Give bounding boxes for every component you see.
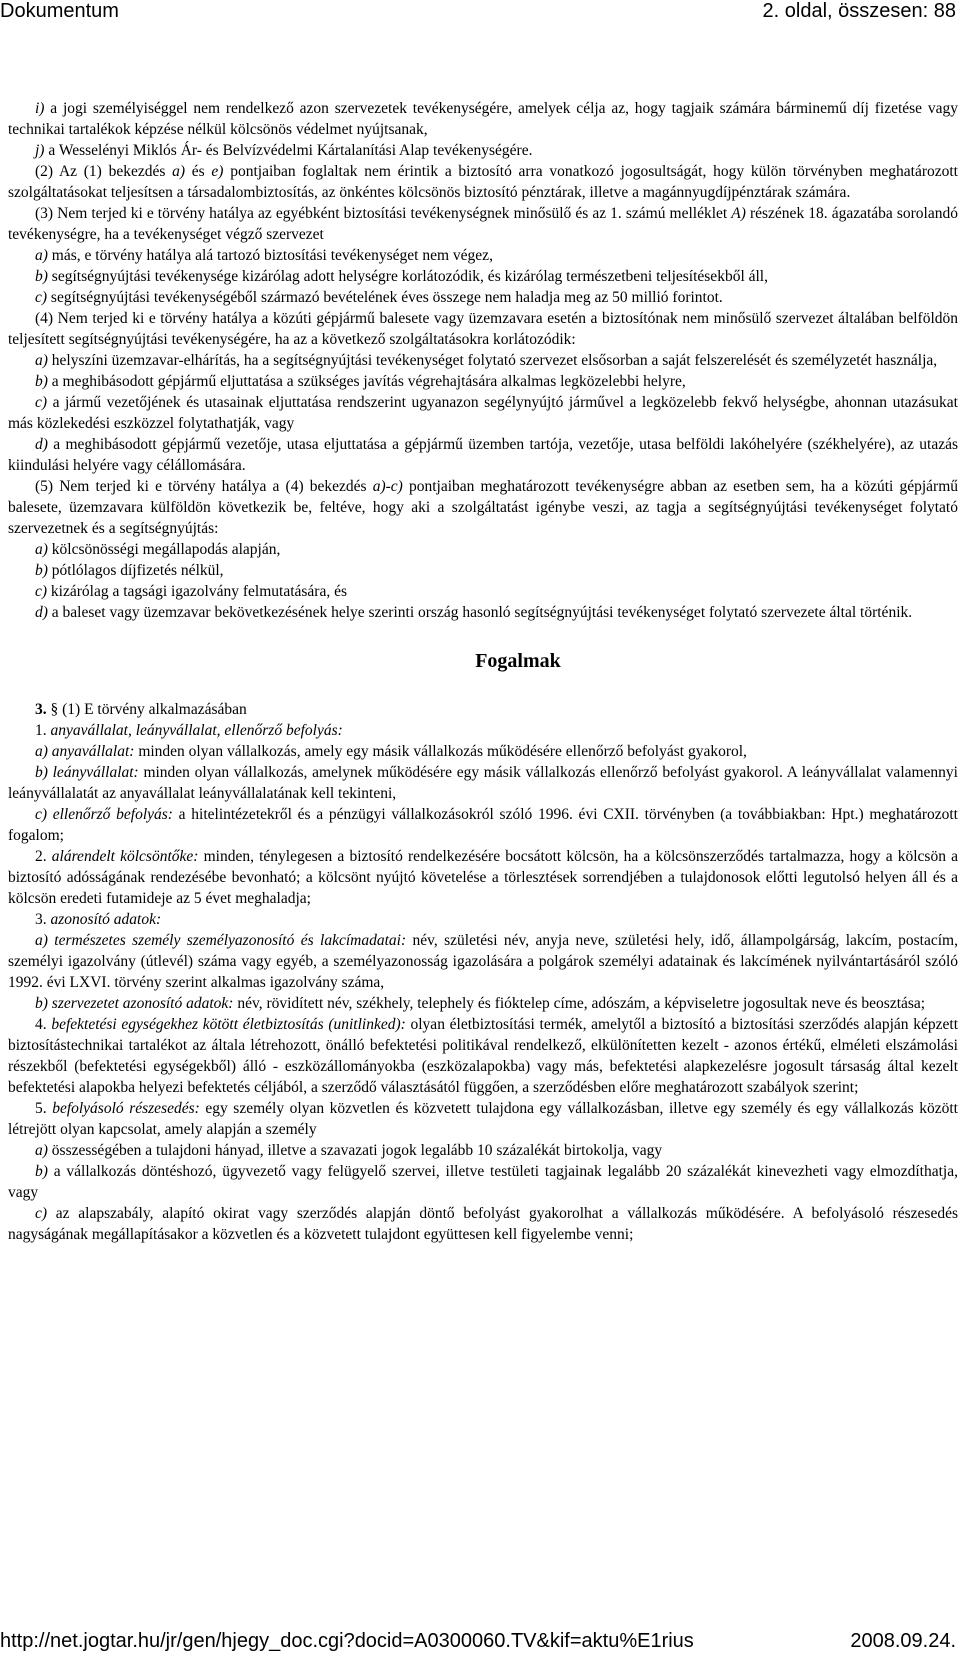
text-run: részének 18. ágazatába sorolandó tevékenységre, ha a tevékenységet végző szervezet bbox=[8, 205, 958, 243]
text-run: alárendelt kölcsöntőke: bbox=[51, 848, 199, 865]
text-run: befolyásoló részesedés: bbox=[52, 1100, 200, 1117]
page-counter: 2. oldal, összesen: 88 bbox=[762, 0, 956, 22]
text-run: e) bbox=[211, 163, 224, 180]
text-run: a)-c) bbox=[372, 478, 403, 495]
text-run: b) bbox=[35, 268, 48, 285]
text-run: kizárólag a tagsági igazolvány felmutatására, és bbox=[47, 583, 348, 600]
text-run: a) bbox=[35, 352, 48, 369]
text-run: 3. bbox=[35, 911, 51, 928]
text-run: a Wesselényi Miklós Ár- és Belvízvédelmi Kártalanítási Alap tevékenységére. bbox=[44, 142, 533, 159]
text-run: c) ellenőrző befolyás: bbox=[35, 806, 173, 823]
text-run: b) bbox=[35, 373, 48, 390]
paragraph bbox=[8, 245, 958, 266]
text-run: a jármű vezetőjének és utasainak eljuttatása rendszerint ugyanazon segélynyújtó járművel a legközelebb fekvő helységbe, ahonnan utazásukat más közlekedési eszközzel folytathatják, vagy bbox=[8, 394, 958, 432]
text-run: (2) Az (1) bekezdés bbox=[35, 163, 173, 180]
text-run: az alapszabály, alapító okirat vagy szerződés alapján döntő befolyást gyakorolhat a vállalkozás működésére. A befolyásoló részesedés nagyságának megállapításakor a közvetlen és a közvetett tulajdont együttesen kell figyelembe venni; bbox=[8, 1205, 958, 1243]
paragraph bbox=[8, 308, 958, 350]
text-run: segítségnyújtási tevékenységéből származó bevételének éves összege nem haladja meg az 50 millió forintot. bbox=[47, 289, 723, 306]
paragraph bbox=[8, 140, 958, 161]
paragraph bbox=[8, 1098, 958, 1140]
paragraph bbox=[8, 203, 958, 245]
paragraph bbox=[8, 434, 958, 476]
text-run: olyan életbiztosítási termék, amelytől a biztosító a biztosítási szerződés alapján képzett biztosítástechnikai tartalékot az általa létrehozott, önálló befektetési politikával rendelkező, elkülönítetten kezelt - azonos értékű, elméleti elszámolási részekből (befektetési egységekből) álló - eszközállományokba (eszközalapokba) vagy más, befektetési alapkezelésre jogosult társaság által kezelt befektetési alapokba helyezi befektetés céljából, a szerződő választásától függően, a szerződésben előre meghatározott szabályok szerint; bbox=[8, 1016, 958, 1096]
paragraph bbox=[8, 909, 958, 930]
text-run: egy személy olyan közvetlen és közvetett tulajdona egy vállalkozásban, illetve egy személy és egy vállalkozás között létrejött olyan kapcsolat, amely alapján a személy bbox=[8, 1100, 958, 1138]
document-title: Dokumentum bbox=[0, 0, 119, 22]
text-run: és bbox=[185, 163, 212, 180]
text-run: kölcsönösségi megállapodás alapján, bbox=[47, 541, 281, 558]
paragraph bbox=[8, 846, 958, 909]
text-run: minden, ténylegesen a biztosító rendelkezésére bocsátott kölcsön, ha a kölcsönszerződés tartalmazza, hogy a kölcsön a biztosító adósságának rendezésébe bevonható; a kölcsönt nyújtó követelése a törlesztések sorrendjében a tulajdonosok előtti legutolsó helyen áll és a kölcsön eredeti futamideje az 5 évet meghaladja; bbox=[8, 848, 958, 907]
paragraph bbox=[8, 581, 958, 602]
text-run: más, e törvény hatálya alá tartozó biztosítási tevékenységet nem végez, bbox=[47, 247, 493, 264]
text-run: minden olyan vállalkozás, amelynek működésére egy másik vállalkozás ellenőrző befolyást gyakorol. A leányvállalat valamennyi leányvállalatát az anyavállalat leányvállalatának kell tekinteni, bbox=[8, 764, 958, 802]
paragraph bbox=[8, 762, 958, 804]
text-run: c) bbox=[35, 1205, 48, 1222]
text-run: befektetési egységekhez kötött életbiztosítás (unitlinked): bbox=[51, 1016, 406, 1033]
text-run: a) bbox=[172, 163, 186, 180]
text-run: j) bbox=[35, 142, 45, 159]
paragraph bbox=[8, 1014, 958, 1098]
text-run: név, rövidített név, székhely, telephely és fióktelep címe, adószám, a képviseletre jogosultak neve és beosztása; bbox=[233, 995, 926, 1012]
text-run: (5) Nem terjed ki e törvény hatálya a (4) bekezdés bbox=[35, 478, 373, 495]
paragraph bbox=[8, 539, 958, 560]
paragraph bbox=[8, 287, 958, 308]
text-run: b) bbox=[35, 1163, 48, 1180]
text-run: § (1) E törvény alkalmazásában bbox=[46, 701, 247, 718]
text-run: a jogi személyiséggel nem rendelkező azon szervezetek tevékenységére, amelyek célja az, hogy tagjaik számára bárminemű díj fizetése vagy technikai tartalékok képzése nélkül kölcsönös védelmet nyújtsanak, bbox=[8, 100, 958, 138]
paragraph bbox=[8, 350, 958, 371]
text-run: a hitelintézetekről és a pénzügyi vállalkozásokról szóló 1996. évi CXII. törvényben (a továbbiakban: Hpt.) meghatározott fogalom; bbox=[8, 806, 958, 844]
paragraph bbox=[8, 98, 958, 140]
text-run: a meghibásodott gépjármű vezetője, utasa eljuttatása a gépjármű üzemben tartója, vezetője, utasa belföldi lakóhelyére (székhelyére), az utazás kiindulási helyére vagy célállomására. bbox=[8, 436, 958, 474]
text-run: a) bbox=[35, 247, 48, 264]
text-run: pontjaiban foglaltak nem érintik a biztosító arra vonatkozó jogosultságát, hogy külön törvényben meghatározott szolgáltatásokat teljesítsen a társadalombiztosítás, az önkéntes kölcsönös biztosító pénztárak, illetve a magánnyugdíjpénztárak számára. bbox=[8, 163, 958, 201]
text-run: i) bbox=[35, 100, 45, 117]
text-run: b) szervezetet azonosító adatok: bbox=[35, 995, 234, 1012]
text-run: segítségnyújtási tevékenysége kizárólag adott helységre korlátozódik, és kizárólag természetbeni teljesítésekből áll, bbox=[47, 268, 768, 285]
paragraph bbox=[8, 392, 958, 434]
text-run: pontjaiban meghatározott tevékenységre abban az esetben sem, ha a közúti gépjármű balesete, üzemzavara külföldön következik be, feltéve, hogy aki a szolgáltatást igénybe veszi, az tagja a segítségnyújtási tevékenységet folytató szervezetnek és a segítségnyújtás: bbox=[8, 478, 958, 537]
text-run: azonosító adatok: bbox=[50, 911, 162, 928]
paragraph-group-scope bbox=[8, 98, 958, 623]
paragraph bbox=[8, 930, 958, 993]
text-run: a) anyavállalat: bbox=[35, 743, 135, 760]
paragraph bbox=[8, 476, 958, 539]
text-run: A) bbox=[731, 205, 746, 222]
paragraph bbox=[8, 602, 958, 623]
text-run: 5. bbox=[35, 1100, 53, 1117]
text-run: c) bbox=[35, 583, 48, 600]
paragraph bbox=[8, 720, 958, 741]
text-run: a baleset vagy üzemzavar bekövetkezésének helye szerinti ország hasonló segítségnyújtási tevékenységet folytató szervezete által történik. bbox=[47, 604, 913, 621]
paragraph bbox=[8, 993, 958, 1014]
text-run: d) bbox=[35, 436, 48, 453]
paragraph bbox=[8, 371, 958, 392]
paragraph bbox=[8, 161, 958, 203]
text-run: a vállalkozás döntéshozó, ügyvezető vagy felügyelő szervei, illetve testületi tagjainak legalább 20 százalékát kinevezheti vagy elmozdíthatja, vagy bbox=[8, 1163, 958, 1201]
text-run: összességében a tulajdoni hányad, illetve a szavazati jogok legalább 10 százalékát birtokolja, vagy bbox=[47, 1142, 663, 1159]
text-run: 4. bbox=[35, 1016, 52, 1033]
source-url[interactable]: http://net.jogtar.hu/jr/gen/hjegy_doc.cgi?docid=A0300060.TV&kif=aktu%E1rius bbox=[0, 1630, 694, 1652]
paragraph-group-definitions bbox=[8, 699, 958, 1245]
text-run: d) bbox=[35, 604, 48, 621]
section-heading: Fogalmak bbox=[475, 650, 561, 672]
text-run: b) leányvállalat: bbox=[35, 764, 139, 781]
text-run: c) bbox=[35, 289, 48, 306]
text-run: b) bbox=[35, 562, 48, 579]
text-run: a meghibásodott gépjármű eljuttatása a szükséges javítás végrehajtására alkalmas legközelebbi helyre, bbox=[47, 373, 686, 390]
text-run: a) természetes személy személyazonosító és lakcímadatai: bbox=[35, 932, 407, 949]
paragraph bbox=[8, 1203, 958, 1245]
text-run: pótlólagos díjfizetés nélkül, bbox=[47, 562, 224, 579]
text-run: (3) Nem terjed ki e törvény hatálya az egyébként biztosítási tevékenységnek minősülő és az 1. számú melléklet bbox=[35, 205, 732, 222]
page-header bbox=[0, 0, 960, 30]
text-run: helyszíni üzemzavar-elhárítás, ha a segítségnyújtási tevékenységet folytató szervezet elsősorban a saját felszerelését és személyzetét használja, bbox=[47, 352, 938, 369]
text-run: 2. bbox=[35, 848, 52, 865]
paragraph bbox=[8, 266, 958, 287]
paragraph bbox=[8, 741, 958, 762]
text-run: (4) Nem terjed ki e törvény hatálya a közúti gépjármű balesete vagy üzemzavara esetén a biztosítónak nem minősülő szervezet általában belföldön teljesített segítségnyújtási tevékenységére, ha az a következő szolgáltatásokra korlátozódik: bbox=[8, 310, 958, 348]
text-run: a) bbox=[35, 1142, 48, 1159]
text-run: minden olyan vállalkozás, amely egy másik vállalkozás működésére ellenőrző befolyást gyakorol, bbox=[134, 743, 747, 760]
document-body bbox=[8, 98, 958, 1245]
text-run: 1. bbox=[35, 722, 51, 739]
paragraph bbox=[8, 804, 958, 846]
text-run: 3. bbox=[35, 701, 47, 718]
paragraph bbox=[8, 560, 958, 581]
paragraph bbox=[8, 1140, 958, 1161]
text-run: név, születési név, anyja neve, születési hely, idő, állampolgárság, lakcím, postacím, személyi igazolvány (útlevél) száma vagy egyéb, a személyazonosság igazolására a polgárok személyi adatainak és lakcímének nyilvántartásáról szóló 1992. évi LXVI. törvény szerint alkalmas igazolvány száma, bbox=[8, 932, 958, 991]
text-run: a) bbox=[35, 541, 48, 558]
print-date: 2008.09.24. bbox=[850, 1630, 956, 1652]
text-run: c) bbox=[35, 394, 48, 411]
page-footer bbox=[0, 1630, 960, 1654]
text-run: anyavállalat, leányvállalat, ellenőrző befolyás: bbox=[50, 722, 343, 739]
paragraph bbox=[8, 699, 958, 720]
paragraph bbox=[8, 1161, 958, 1203]
